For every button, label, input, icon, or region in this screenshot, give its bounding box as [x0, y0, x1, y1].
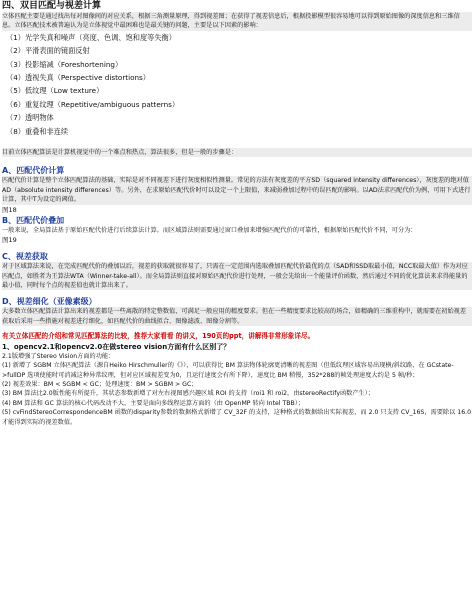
figure-caption-19: 图19: [2, 236, 17, 245]
list-item: （1）光学失真和噪声（亮度、色调、饱和度等失衡）: [6, 32, 176, 42]
list-item: （4）透视失真（Perspective distortions）: [6, 73, 150, 83]
note-line: (5) cvFindStereoCorrespondenceBM 函数的disparity参数的数据格式新增了 CV_32F 的支持，这种格式的数据给出实际视差，而 2.0 只支持 CV_16S，需要除以 16.0 才能得到实际的视差数值。: [2, 409, 472, 426]
note-line: (1) 新增了 SGBM 立体匹配算法（源自Heiko Hirschmuller的《》），可以获得比 BM 算法物体轮廓更清晰的视差图（但低纹理区域容易出现横/斜纹路，在 GCstate->fullDP 选项使能时可消减这种异常纹理，但对应区域视差变为0，且运行速度会有所下降），速度比 BM 稍慢，352*288的帧处理速度大约是 5 帧/秒；: [2, 362, 454, 379]
note-line: (3) BM 算法比2.0版性能有所提升，其状态参数新增了对左右视图感兴趣区域 ROI 的支持（roi1 和 roi2，由stereoRectify函数产生）；: [2, 390, 375, 398]
algorithm-intro: 目前立体匹配算法是计算机视觉中的一个难点和热点，算法很多，但是一般的步骤是：: [2, 148, 472, 157]
heading-disparity-refinement: D、视差细化（亚像素级）: [2, 297, 97, 307]
recommendation-highlight: 有关立体匹配的介绍和常见匹配算法的比较，推荐大家看看 的讲义，190页的ppt，讲解得非常形象详尽。: [2, 332, 315, 341]
heading-cost-aggregation: B、匹配代价叠加: [2, 215, 65, 225]
list-item: （2）平滑表面的镜面反射: [6, 46, 90, 56]
note-line: (2) 视差效果：BM < SGBM < GC；处理速度：BM > SGBM > GC；: [2, 380, 198, 388]
paragraph-disparity-refinement: 大多数立体匹配算法计算出来的视差都是一些离散的特定整数值，可满足一般应用的精度要求。但在一些精度要求比较高的场合，如精确的三维重构中，就需要在初始视差获取后采用一些措施对视差进行细化，如匹配代价的曲线拟合、图像滤波、图像分割等。: [2, 307, 472, 326]
list-item: （8）重叠和非连续: [6, 126, 69, 136]
note-line: (4) BM 算法和 GC 算法的核心代码改动不大，主要是面向多线程运算方面的（由 OpenMP 转向 Intel TBB）；: [2, 399, 305, 407]
question-heading: 1、opencv2.1和opencv2.0在做stereo vision方面有什么区别了？: [2, 342, 231, 351]
heading-disparity-computation: C、视差获取: [2, 252, 48, 262]
list-item: （5）低纹理（Low texture）: [6, 86, 104, 96]
factor-list: [6, 31, 472, 138]
list-item: （6）重复纹理（Repetitive/ambiguous patterns）: [6, 99, 180, 109]
section-title: 四、双目匹配与视差计算: [2, 1, 102, 11]
document-page: [0, 1, 474, 610]
note-line: 2.1版增强了Stereo Vision方面的功能：: [2, 352, 115, 360]
paragraph-cost-computation: 匹配代价计算是整个立体匹配算法的基础，实际是对不同视差下进行灰度相似性测量。常见的方法有灰度差的平方SD（squared intensity differences），灰度差的绝对值AD（absolute intensity differences）等。另外，在求原始匹配代价时可以设定一个上限值，来减弱叠加过程中的误匹配的影响。以AD法求匹配代价为例，可用下式进行计算，其中T为设定的阈值。: [2, 177, 471, 204]
list-item: （3）投影缩减（Foreshortening）: [6, 59, 123, 69]
list-item: （7）透明物体: [6, 113, 54, 123]
intro-paragraph: 立体匹配主要是通过找出每对图像间的对应关系，根据三角测量原理，得到视差图；在获得了视差信息后，根据投影模型很容易地可以得到原始图像的深度信息和三维信息。立体匹配技术被普遍认为是立体视觉中最困难也是最关键的问题，主要是以下因素的影响：: [2, 12, 472, 31]
paragraph-disparity-computation: 对于区域算法来说，在完成匹配代价的叠加以后，视差的获取就很容易了，只需在一定范围内选取叠加匹配代价最优的点（SAD和SSD取最小值，NCC取最大值）作为对应匹配点，如胜者为王算法WTA（Winner-take-all）。而全局算法则直接对原始匹配代价进行处理，一般会先给出一个能量评价函数，然后通过不同的优化算法来求得能量的最小值，同时每个点的视差值也就计算出来了。: [2, 262, 472, 290]
version-notes: [2, 352, 472, 427]
paragraph-cost-aggregation: 一般来说，全局算法基于原始匹配代价进行后续算法计算。而区域算法则需要通过窗口叠加来增强匹配代价的可靠性，根据原始匹配代价不同，可分为：: [2, 226, 417, 234]
figure-caption-18: 图18: [2, 205, 17, 214]
heading-cost-computation: A、匹配代价计算: [2, 166, 65, 176]
